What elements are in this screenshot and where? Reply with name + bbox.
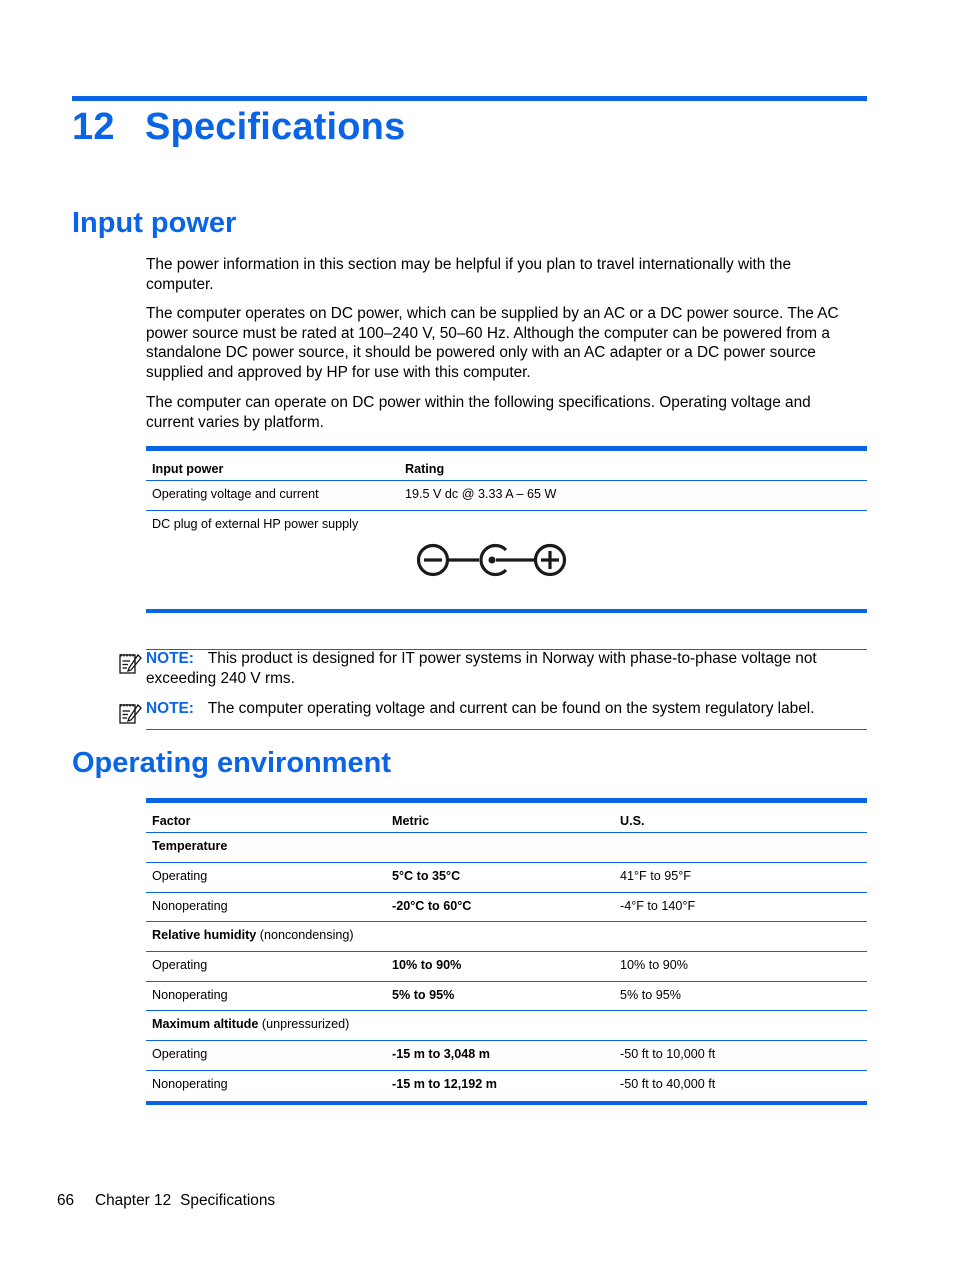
table-row [146, 481, 867, 511]
group-title: Maximum altitude [152, 1017, 259, 1031]
note-pencil-icon [118, 651, 142, 675]
table-cell [152, 928, 354, 942]
note-body: This product is designed for IT power systems in Norway with phase-to-phase voltage not exceeding 240 V rms. [146, 650, 817, 687]
table-cell: Nonoperating [152, 899, 228, 913]
table-row [146, 863, 867, 893]
page-number: 66 [57, 1192, 75, 1209]
table-cell: -50 ft to 40,000 ft [620, 1077, 716, 1091]
page-footer [57, 1192, 275, 1210]
table-header-row [146, 803, 867, 833]
note-rule [146, 729, 867, 730]
table-group-row [146, 922, 867, 952]
table-header-row [146, 451, 867, 481]
paragraph: The computer operates on DC power, which can be supplied by an AC or a DC power source. The AC power source must be rated at 100–240 V, 50–60 Hz. Although the computer can be powered from a standalone DC power source, it should be powered only with an AC adapter or a DC power source supplied and approved by HP for use with this computer. [146, 305, 839, 381]
group-qualifier: (noncondensing) [256, 928, 354, 942]
note-label: NOTE: [146, 650, 194, 667]
table-group-row [146, 1011, 867, 1041]
operating-environment-table [146, 798, 867, 1105]
table-row [146, 511, 867, 609]
table-cell: -15 m to 12,192 m [392, 1077, 497, 1091]
table-cell: DC plug of external HP power supply [152, 517, 359, 531]
table-header-cell: Input power [152, 462, 224, 476]
table-row [146, 1041, 867, 1071]
note-body: The computer operating voltage and current can be found on the system regulatory label. [207, 700, 815, 717]
table-cell [152, 839, 227, 853]
table-cell: 41°F to 95°F [620, 869, 691, 883]
table-cell: -15 m to 3,048 m [392, 1047, 490, 1061]
table-cell: -50 ft to 10,000 ft [620, 1047, 716, 1061]
footer-chapter-title: Specifications [180, 1192, 276, 1209]
table-cell: 10% to 90% [392, 958, 462, 972]
paragraph: The power information in this section may be helpful if you plan to travel internationally with the computer. [146, 256, 792, 293]
table-cell: -20°C to 60°C [392, 899, 472, 913]
table-row [146, 893, 867, 922]
group-qualifier: (unpressurized) [258, 1017, 350, 1031]
table-row [146, 952, 867, 982]
chapter-rule [72, 96, 867, 101]
table-cell: 19.5 V dc @ 3.33 A – 65 W [405, 487, 557, 501]
table-cell: 5°C to 35°C [392, 869, 461, 883]
table-header-cell: Factor [152, 814, 191, 828]
dc-polarity-icon [416, 541, 570, 579]
table-header-cell: U.S. [620, 814, 645, 828]
table-cell: Nonoperating [152, 988, 228, 1002]
chapter-title-text: Specifications [145, 106, 406, 148]
table-group-row [146, 833, 867, 863]
group-title: Temperature [152, 839, 228, 853]
table-cell: -4°F to 140°F [620, 899, 696, 913]
note-label: NOTE: [146, 700, 194, 717]
chapter-number: 12 [72, 106, 115, 148]
table-cell: 5% to 95% [392, 988, 455, 1002]
note-pencil-icon [118, 701, 142, 725]
chapter-title [72, 106, 405, 149]
table-row [146, 1071, 867, 1101]
table-cell: Operating [152, 958, 208, 972]
table-header-cell: Rating [405, 462, 445, 476]
paragraph: The computer can operate on DC power within the following specifications. Operating voltage and current varies by platform. [146, 394, 811, 431]
table-cell: Operating [152, 1047, 208, 1061]
table-header-cell: Metric [392, 814, 430, 828]
table-cell: 10% to 90% [620, 958, 688, 972]
table-cell: Operating voltage and current [152, 487, 319, 501]
table-cell: 5% to 95% [620, 988, 681, 1002]
group-title: Relative humidity [152, 928, 257, 942]
note-text [146, 699, 861, 719]
table-row [146, 982, 867, 1011]
table-cell: Nonoperating [152, 1077, 228, 1091]
footer-chapter-label: Chapter 12 [95, 1192, 172, 1209]
table-cell: Operating [152, 869, 208, 883]
section-heading-input-power: Input power [72, 207, 237, 239]
section-heading-operating-environment: Operating environment [72, 747, 392, 779]
table-cell [152, 1017, 349, 1031]
input-power-table [146, 446, 867, 613]
note-text [146, 649, 861, 688]
